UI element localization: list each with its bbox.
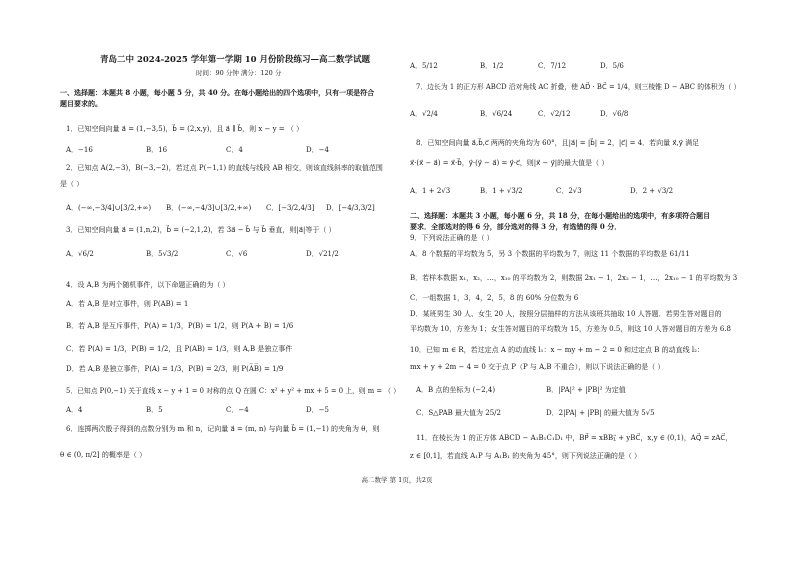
q1-option-d: D．−4 [306, 146, 329, 154]
q2-option-d: D．[−4/3,3/2] [326, 204, 375, 212]
q3-option-d: D．√21/2 [306, 250, 339, 258]
q10-option-d: D．2|PA| + |PB| 的最大值为 5√5 [546, 409, 655, 417]
question-2: 2．已知点 A(2,−3)，B(−3,−2)，若过点 P(−1,1) 的直线与线段 AB 相交，则该直线斜率的取值范围 [66, 164, 383, 172]
q1-option-b: B．16 [146, 146, 168, 154]
question-8: 8．已知空间向量 a⃗,b⃗,c⃗ 两两的夹角均为 60°，且|a⃗| = |b⃗| = 2，|c⃗| = 4．若向量 x⃗,y⃗ 满足 [416, 139, 700, 147]
exam-title: 青岛二中 2024-2025 学年第一学期 10 月份阶段练习—高二数学试题 [100, 55, 371, 65]
q7-option-b: B．√6/24 [480, 110, 513, 118]
question-8-cont: x⃗·(x⃗ − a⃗) = x⃗·b⃗，y⃗·(y⃗ − a⃗) = y⃗·c⃗，则|x⃗ − y⃗|的最大值是（ ） [410, 159, 609, 167]
question-7: 7．边长为 1 的正方形 ABCD 沿对角线 AC 折叠，使 AD⃗ · BC⃗ = 1/4，则三棱锥 D − ABC 的体积为（ ） [416, 83, 741, 91]
q3-option-a: A．√6/2 [66, 250, 94, 258]
q10-option-c: C．S△PAB 最大值为 25/2 [416, 409, 501, 417]
page-footer: 高二数学 第 1页，共2页 [361, 476, 433, 484]
q3-option-c: C．√6 [226, 250, 248, 258]
question-10-cont: mx + y + 2m − 4 = 0 交于点 P（P 与 A,B 不重合），则以下说法正确的是（ ） [410, 363, 665, 371]
question-5: 5．已知点 P(0,−1) 关于直线 x − y + 1 = 0 对称的点 Q 在圆 C：x² + y² + mx + 5 = 0 上，则 m = （ ） [66, 387, 400, 395]
question-11: 11．在棱长为 1 的正方体 ABCD − A₁B₁C₁D₁ 中，BP⃗ = xBB₁⃗ + yBC⃗，x,y ∈ (0,1)，AQ⃗ = zAC⃗， [416, 434, 733, 442]
q10-option-a: A．B 点的坐标为 (−2,4) [416, 386, 496, 394]
section-2-heading-cont: 要求．全部选对的得 6 分，部分选对的得 3 分，有选错的得 0 分． [410, 222, 622, 231]
section-1-heading: 一、选择题：本题共 8 小题，每小题 5 分，共 40 分。在每小题给出的四个选项中，只有一项是符合 [60, 88, 375, 97]
q7-option-c: C．√2/12 [538, 110, 571, 118]
q6-option-b: B．1/2 [480, 62, 504, 70]
question-11-cont: z ∈ [0,1]，若直线 A₁P 与 A₁B₁ 的夹角为 45°，则下列说法正确的是（ ） [410, 452, 642, 460]
q6-option-d: D．5/6 [600, 62, 624, 70]
q2-option-b: B．(−∞,−4/3]∪[3/2,+∞) [166, 204, 252, 212]
q8-option-b: B．1 + √3/2 [480, 187, 523, 195]
question-2-cont: 是（ ） [60, 180, 84, 188]
q9-option-c: C．一组数据 1，3，4，2，5，8 的 60% 分位数为 6 [410, 294, 579, 302]
q4-option-c: C．若 P(A) = 1/3，P(B) = 1/2，且 P(AB) = 1/3，则 A,B 是独立事件 [66, 345, 293, 353]
q5-option-c: C．−4 [226, 406, 249, 414]
q1-option-a: A．−16 [66, 146, 93, 154]
q4-option-a: A．若 A,B 是对立事件，则 P(AB) = 1 [66, 300, 189, 308]
q1-option-c: C．4 [226, 146, 243, 154]
section-1-heading-cont: 题目要求的。 [60, 99, 102, 108]
q8-option-a: A．1 + 2√3 [410, 187, 451, 195]
q5-option-b: B．5 [146, 406, 163, 414]
q5-option-d: D．−5 [306, 406, 329, 414]
question-9: 9．下列说法正确的是（ ） [410, 234, 494, 242]
question-4: 4．设 A,B 为两个随机事件，以下命题正确的为（ ） [66, 281, 230, 289]
question-10: 10．已知 m ∈ R，若过定点 A 的动直线 l₁：x − my + m − 2 = 0 和过定点 B 的动直线 l₂： [410, 346, 704, 354]
q7-option-d: D．√6/8 [600, 110, 629, 118]
q6-option-a: A．5/12 [410, 62, 438, 70]
question-1: 1．已知空间向量 a⃗ = (1,−3,5)，b⃗ = (2,x,y)，且 a⃗ ∥ b⃗，则 x − y = （ ） [66, 125, 304, 133]
q2-option-a: A．(−∞,−3/4]∪[3/2,+∞) [66, 204, 152, 212]
question-6-cont: θ ∈ (0, π/2] 的概率是（ ） [60, 451, 147, 459]
q10-option-b: B．|PA|² + |PB|² 为定值 [546, 386, 626, 394]
q4-option-b: B．若 A,B 是互斥事件，P(A) = 1/3，P(B) = 1/2，则 P(A + B) = 1/6 [66, 322, 294, 330]
q6-option-c: C．7/12 [538, 62, 567, 70]
q9-option-b: B．若样本数据 x₁，x₂，…，x₁₀ 的平均数为 2，则数据 2x₁ − 1，2x₂ − 1，…，2x₁₀ − 1 的平均数为 3 [410, 274, 738, 282]
q9-option-d-cont: 平均数为 10，方差为 1；女生答对题目的平均数为 15，方差为 0.5，则这 10 人答对题目的方差为 6.8 [410, 325, 732, 333]
q4-option-d: D．若 A,B 是独立事件，P(A) = 1/3，P(B) = 2/3，则 P(A̅B̅) = 1/9 [66, 365, 284, 373]
q8-option-c: C．2√3 [556, 187, 582, 195]
q2-option-c: C．[−3/2,4/3] [266, 204, 315, 212]
q5-option-a: A．4 [66, 406, 83, 414]
q9-option-a: A．8 个数据的平均数为 5，另 3 个数据的平均数为 7，则这 11 个数据的平均数是 61/11 [410, 250, 690, 258]
question-6: 6．连掷两次骰子得到的点数分别为 m 和 n，记向量 a⃗ = (m, n) 与向量 b⃗ = (1,−1) 的夹角为 θ，则 [66, 425, 380, 433]
q8-option-d: D．2 + √3/2 [630, 187, 674, 195]
q9-option-d: D．某班男生 30 人、女生 20 人，按照分层抽样的方法从该班共抽取 10 人答题．若男生答对题目的 [410, 310, 722, 318]
question-3: 3．已知空间向量 a⃗ = (1,n,2)，b⃗ = (−2,1,2)，若 3a⃗ − b⃗ 与 b⃗ 垂直，则|a⃗|等于（ ） [66, 226, 336, 234]
exam-meta: 时间：90 分钟 满分：120 分 [196, 69, 282, 77]
section-2-heading: 二、选择题：本题共 3 小题，每小题 6 分，共 18 分，在每小题给出的选项中，有多项符合题目 [410, 211, 711, 220]
q3-option-b: B．5√3/2 [146, 250, 179, 258]
q7-option-a: A．√2/4 [410, 110, 438, 118]
